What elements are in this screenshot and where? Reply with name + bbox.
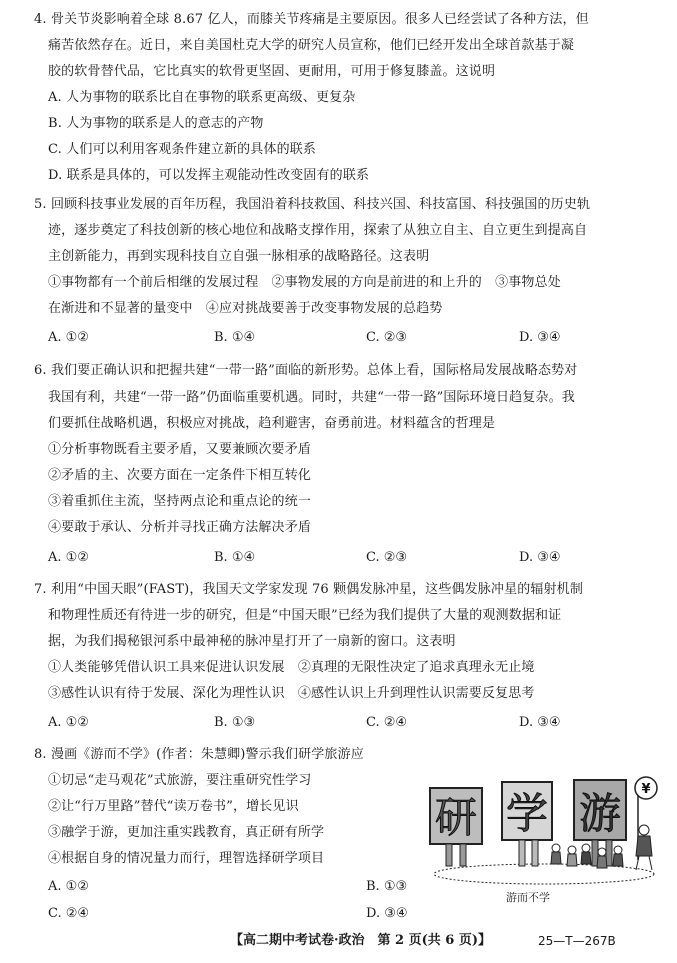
q5-statements-line-1: ①事物都有一个前后相继的发展过程 ②事物发展的方向是前进的和上升的 ③事物总处 [48,275,561,290]
cartoon-caption: 游而不学 [506,891,550,904]
q8-stem-line-1: 8. 漫画《游而不学》(作者：朱慧卿)警示我们研学旅游应 [34,747,364,762]
q4-option-a: A. 人为事物的联系比自在事物的联系更高级、更复杂 [48,90,356,105]
q5-statements-line-2: 在渐进和不显著的量变中 ④应对挑战要善于改变事物发展的总趋势 [48,301,443,316]
q7-statements-line-2: ③感性认识有待于发展、深化为理性认识 ④感性认识上升到理性认识需要反复思考 [48,686,535,701]
q6-stem-line-2: 我国有利，共建“一带一路”仍面临重要机遇。同时，共建“一带一路”国际环境日趋复杂。我 [48,390,575,405]
q7-choice-b: B. ①③ [214,715,256,730]
q4-stem-line-3: 胶的软骨替代品，它比真实的软骨更坚固、更耐用，可用于修复膝盖。这说明 [48,64,496,79]
q5-choice-a: A. ①② [48,330,89,345]
svg-text:学: 学 [505,789,549,838]
q5-stem-line-3: 主创新能力，再到实现科技自立自强一脉相承的战略路径。这表明 [48,249,430,264]
q6-choice-a: A. ①② [48,550,89,565]
q8-choice-c: C. ②④ [48,906,90,921]
q7-choice-a: A. ①② [48,715,89,730]
q7-statements-line-1: ①人类能够凭借认识工具来促进认识发展 ②真理的无限性决定了追求真理永无止境 [48,660,535,675]
q8-choice-b: B. ①③ [366,879,408,894]
big-char-2 [502,782,552,840]
q7-stem-line-1: 7. 利用“中国天眼”(FAST)，我国天文学家发现 76 颗偶发脉冲星，这些偶发脉冲星的辐射机制 [34,582,583,597]
cartoon-illustration [424,770,664,890]
q6-statement-4: ④要敢于承认、分析并寻找正确方法解决矛盾 [48,520,312,535]
svg-text:游: 游 [578,789,622,838]
big-char-3 [574,780,626,840]
q8-choice-d: D. ③④ [366,906,408,921]
q8-statement-2: ②让“行万里路”替代“读万卷书”，增长见识 [48,799,299,814]
q6-statement-1: ①分析事物既看主要矛盾，又要兼顾次要矛盾 [48,442,312,457]
guide-figure [635,777,657,870]
q5-choice-c: C. ②③ [366,330,408,345]
svg-text:研: 研 [434,793,478,842]
q6-choice-c: C. ②③ [366,550,408,565]
q8-choices-row-2 [48,905,608,923]
q7-stem-line-2: 和物理性质还有待进一步的研究，但是“中国天眼”已经为我们提供了大量的观测数据和证 [48,608,562,623]
q8-statement-3: ③融学于游，更加注重实践教育，真正研有所学 [48,825,325,840]
q8-choice-a: A. ①② [48,879,89,894]
q7-choice-d: D. ③④ [519,715,561,730]
q7-choice-c: C. ②④ [366,715,408,730]
q7-choices [48,714,608,732]
q5-stem-line-2: 迹，逐步奠定了科技创新的核心地位和战略支撑作用，探索了从独立自主、自立更生到提高自 [48,223,588,238]
q4-option-d: D. 联系是具体的，可以发挥主观能动性改变固有的联系 [48,168,370,183]
q8-statement-1: ①切忌“走马观花”式旅游，要注重研究性学习 [48,773,312,788]
q6-stem-line-3: 们要抓住战略机遇，积极应对挑战，趋利避害，奋勇前进。材料蕴含的哲理是 [48,416,496,431]
ground-shadow [434,864,654,884]
pillar-3 [519,840,525,866]
pillar-2 [460,844,466,866]
svg-text:¥: ¥ [641,782,651,797]
q8-statement-4: ④根据自身的情况量力而行，理智选择研学项目 [48,851,325,866]
q6-choices [48,549,608,567]
q6-statement-2: ②矛盾的主、次要方面在一定条件下相互转化 [48,468,312,483]
q6-stem-line-1: 6. 我们要正确认识和把握共建“一带一路”面临的新形势。总体上看，国际格局发展战略态势对 [34,363,578,378]
footer-paper-code: 25—T—267B [538,934,616,948]
q6-choice-d: D. ③④ [519,550,561,565]
pillar-4 [532,840,538,866]
q4-option-b: B. 人为事物的联系是人的意志的产物 [48,116,264,131]
q4-option-c: C. 人们可以利用客观条件建立新的具体的联系 [48,142,317,157]
q5-stem-line-1: 5. 回顾科技事业发展的百年历程，我国沿着科技救国、科技兴国、科技富国、科技强国的历史轨 [34,197,591,212]
footer-page-info: 【高二期中考试卷·政治 第 2 页(共 6 页)】 [230,933,492,948]
pillar-1 [446,844,452,866]
q5-choice-d: D. ③④ [519,330,561,345]
big-char-1 [430,788,482,844]
q5-choices [48,329,608,347]
q6-choice-b: B. ①④ [214,550,256,565]
q7-stem-line-3: 据，为我们揭秘银河系中最神秘的脉冲星打开了一扇新的窗口。这表明 [48,634,456,649]
q4-stem-line-1: 4. 骨关节炎影响着全球 8.67 亿人，而膝关节疼痛是主要原因。很多人已经尝试了各种方法，但 [34,12,589,27]
q5-choice-b: B. ①④ [214,330,256,345]
q4-stem-line-2: 痛苦依然存在。近日，来自美国杜克大学的研究人员宣称，他们已经开发出全球首款基于凝 [48,38,575,53]
q6-statement-3: ③着重抓住主流，坚持两点论和重点论的统一 [48,494,312,509]
